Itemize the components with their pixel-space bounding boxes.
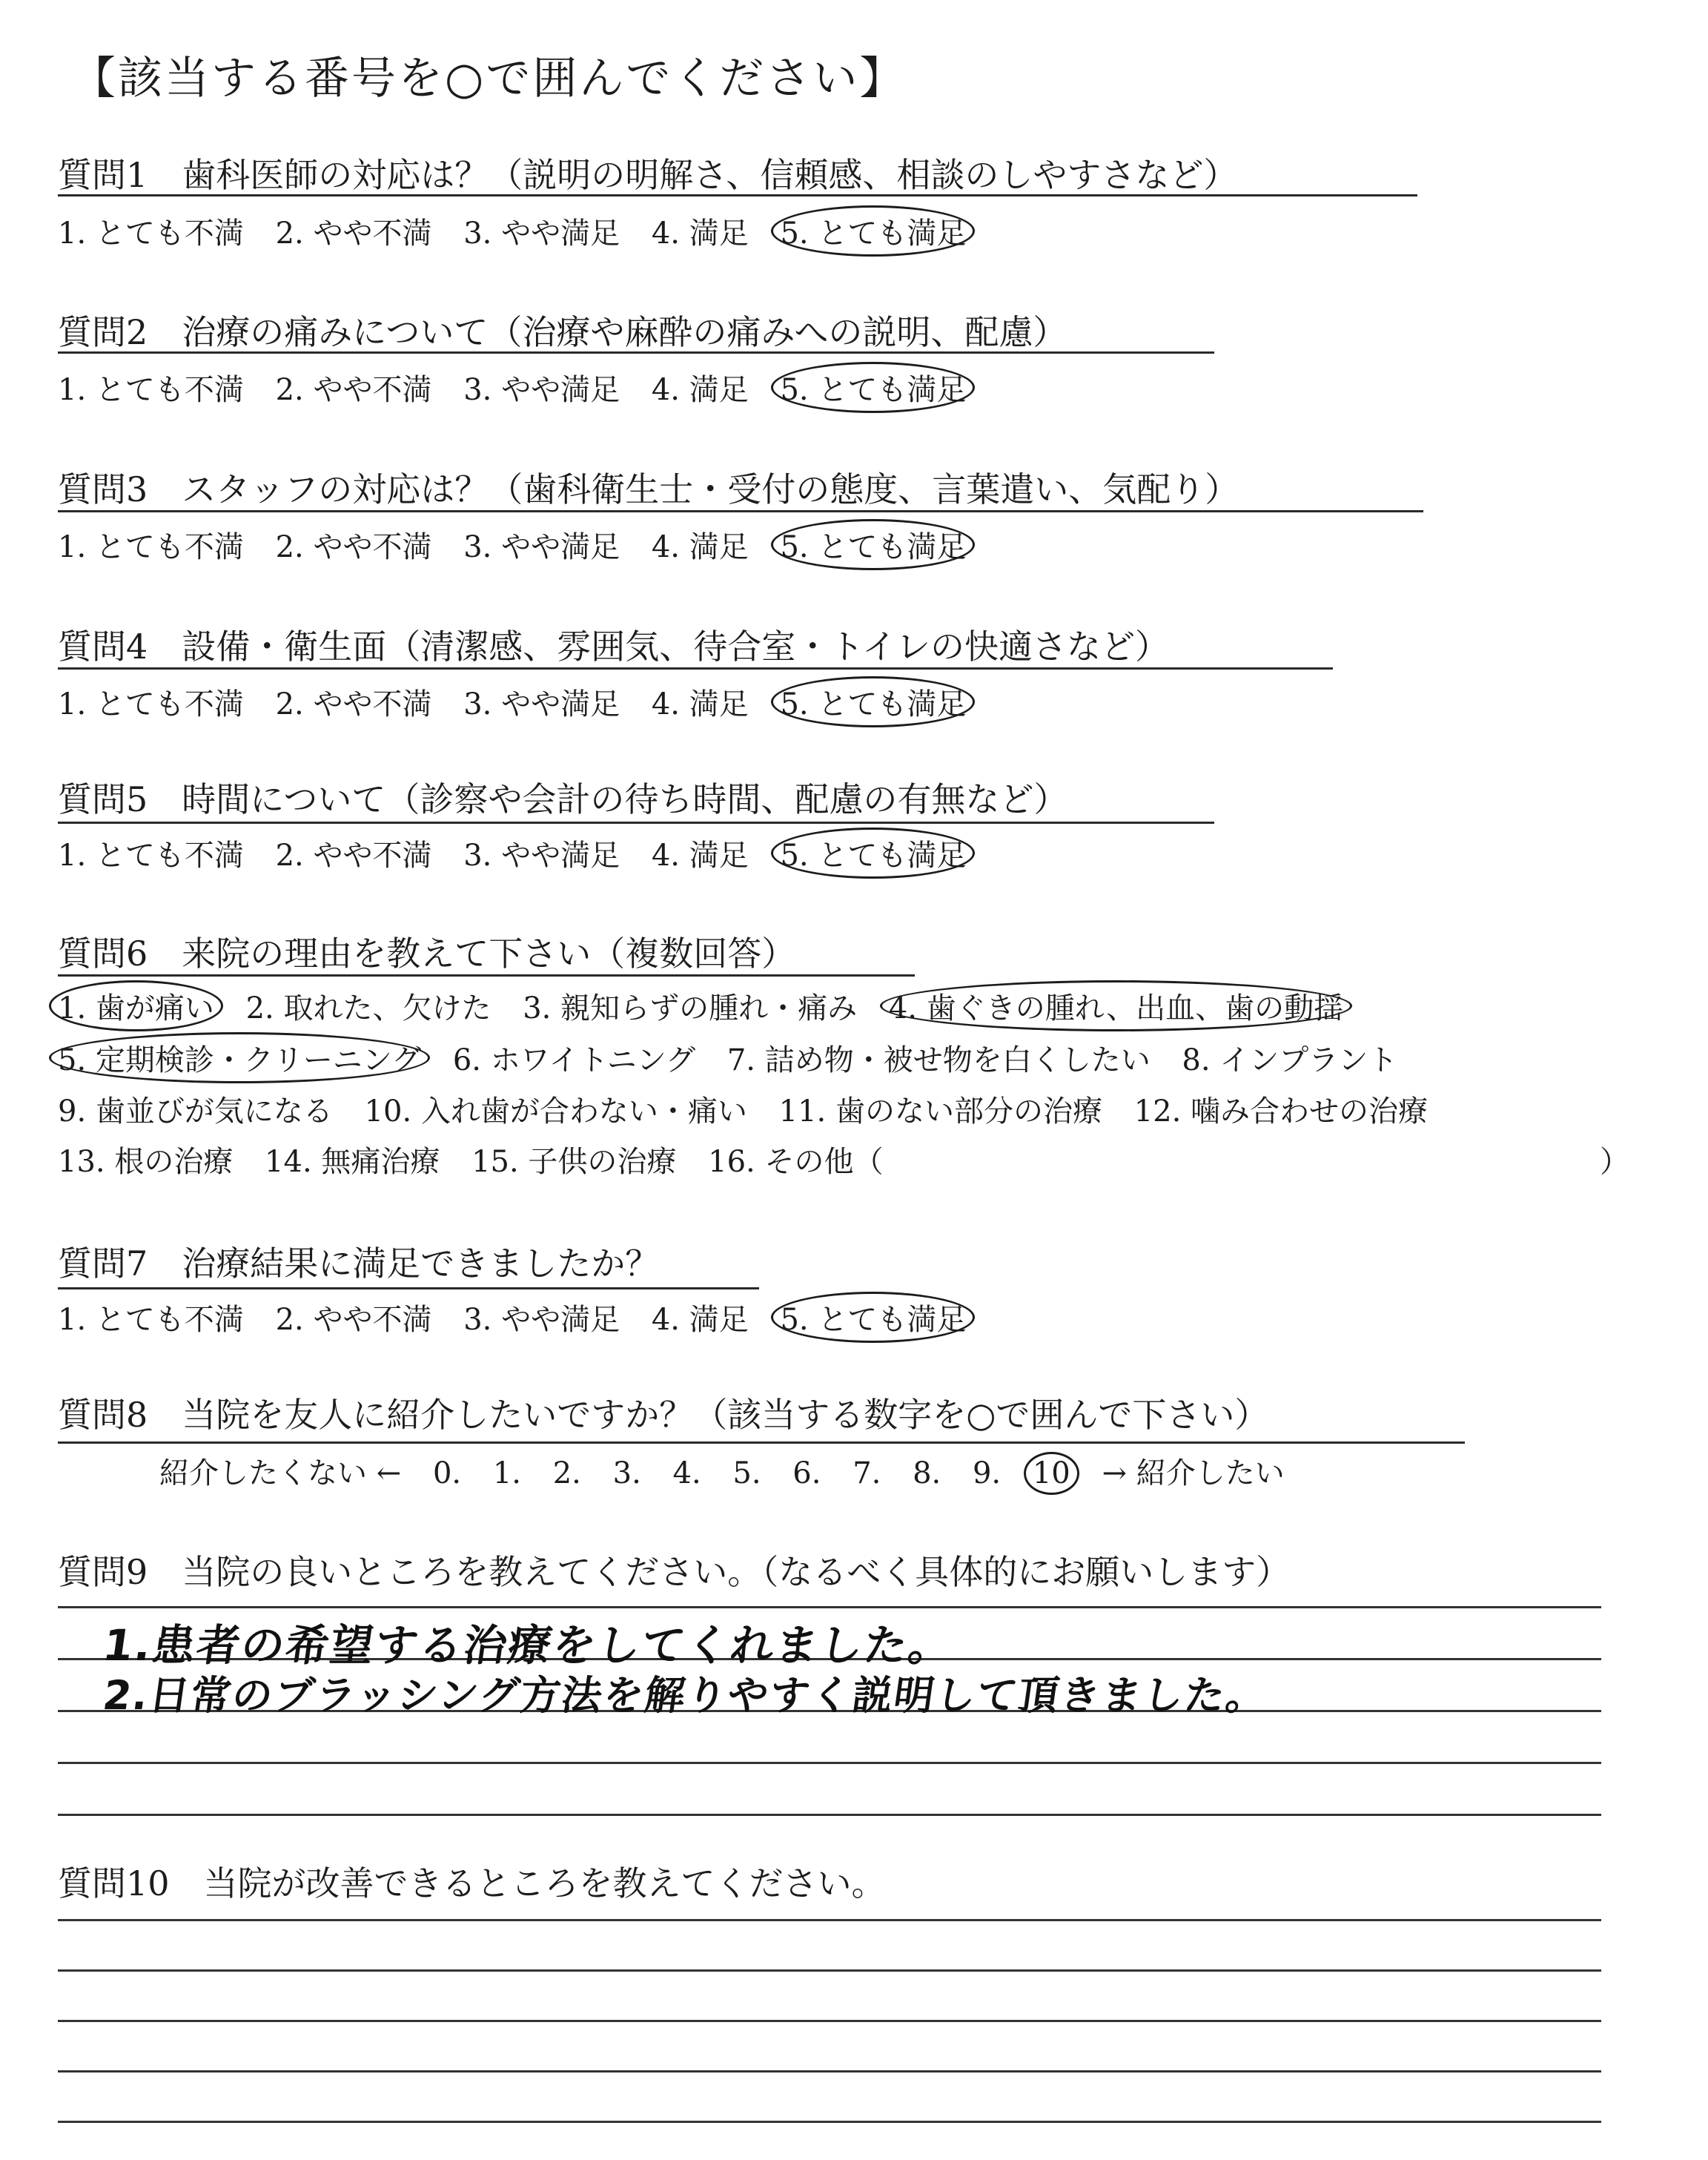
q6-row-3: [58, 1088, 1428, 1130]
question-10-title: 質問10 当院が改善できるところを教えてください。: [58, 1863, 886, 1903]
question-3-options: [58, 524, 966, 566]
q2-option-4[interactable]: 4. 満足: [651, 373, 749, 407]
form-heading: 【該当する番号を○で囲んでください】: [71, 53, 907, 105]
question-9-title: 質問9 当院の良いところを教えてください。（なるべく具体的にお願いします）: [58, 1552, 1291, 1592]
q2-option-3[interactable]: 3. やや満足: [463, 373, 620, 407]
q6-option-4-selected[interactable]: 4. 歯ぐきの腫れ、出血、歯の動揺: [889, 985, 1343, 1027]
q1-option-4[interactable]: 4. 満足: [651, 217, 749, 251]
question-4-underline: [58, 667, 1333, 670]
q1-option-3[interactable]: 3. やや満足: [463, 217, 620, 251]
q10-writing-line-3: [58, 2020, 1601, 2022]
q4-option-4[interactable]: 4. 満足: [651, 687, 749, 721]
q7-option-1[interactable]: 1. とても不満: [58, 1303, 244, 1337]
q8-option-3[interactable]: 3.: [612, 1456, 641, 1490]
q6-option-11[interactable]: 11. 歯のない部分の治療: [778, 1094, 1102, 1129]
q8-option-5[interactable]: 5.: [732, 1456, 761, 1490]
q5-option-1[interactable]: 1. とても不満: [58, 839, 244, 873]
q9-writing-line-4: [58, 1762, 1601, 1764]
q6-option-13[interactable]: 13. 根の治療: [58, 1145, 234, 1179]
question-2-title: 質問2 治療の痛みについて（治療や麻酔の痛みへの説明、配慮）: [58, 312, 1068, 352]
question-6-title: 質問6 来院の理由を教えて下さい（複数回答）: [58, 934, 796, 974]
q10-writing-line-1: [58, 1919, 1601, 1921]
q2-option-2[interactable]: 2. やや不満: [275, 373, 432, 407]
question-3-title: 質問3 スタッフの対応は？（歯科衛生士・受付の態度、言葉遣い、気配り）: [58, 469, 1239, 509]
q4-option-3[interactable]: 3. やや満足: [463, 687, 620, 721]
q9-answer-line-1[interactable]: 1.患者の希望する治療をしてくれました。: [99, 1620, 957, 1671]
q8-right-label: → 紹介したい: [1102, 1456, 1285, 1490]
q6-option-14[interactable]: 14. 無痛治療: [265, 1145, 440, 1179]
q6-option-3[interactable]: 3. 親知らずの腫れ・痛み: [523, 991, 858, 1025]
q5-option-2[interactable]: 2. やや不満: [275, 839, 432, 873]
q8-option-9[interactable]: 9.: [972, 1456, 1002, 1490]
question-7-underline: [58, 1287, 759, 1289]
q5-option-5-selected[interactable]: 5. とても満足: [780, 832, 966, 874]
question-5-title: 質問5 時間について（診察や会計の待ち時間、配慮の有無など）: [58, 779, 1068, 819]
question-4-options: [58, 681, 966, 723]
question-7-options: [58, 1296, 966, 1338]
question-8-title: 質問8 当院を友人に紹介したいですか？（該当する数字を○で囲んで下さい）: [58, 1395, 1269, 1435]
q8-left-label: 紹介したくない ←: [159, 1456, 402, 1490]
q8-scale: [159, 1450, 1285, 1492]
question-5-options: [58, 832, 966, 874]
q6-option-10[interactable]: 10. 入れ歯が合わない・痛い: [364, 1094, 747, 1129]
q7-option-3[interactable]: 3. やや満足: [463, 1303, 620, 1337]
q10-writing-line-2: [58, 1969, 1601, 1972]
q5-option-4[interactable]: 4. 満足: [651, 839, 749, 873]
q10-writing-line-4: [58, 2070, 1601, 2073]
question-2-options: [58, 366, 966, 409]
question-1-title: 質問1 歯科医師の対応は？（説明の明解さ、信頼感、相談のしやすさなど）: [58, 155, 1238, 195]
q9-writing-line-5: [58, 1814, 1601, 1816]
q5-option-3[interactable]: 3. やや満足: [463, 839, 620, 873]
question-7-title: 質問7 治療結果に満足できましたか？: [58, 1244, 660, 1284]
q6-option-9[interactable]: 9. 歯並びが気になる: [58, 1094, 333, 1129]
q6-option-8[interactable]: 8. インプラント: [1182, 1043, 1398, 1077]
q1-option-1[interactable]: 1. とても不満: [58, 217, 244, 251]
q6-option-6[interactable]: 6. ホワイトニング: [452, 1043, 696, 1077]
q1-option-5-selected[interactable]: 5. とても満足: [780, 210, 966, 252]
q9-answer-line-2[interactable]: 2.日常のブラッシング方法を解りやすく説明して頂きました。: [100, 1672, 1271, 1719]
q3-option-5-selected[interactable]: 5. とても満足: [780, 524, 966, 566]
q8-option-10-selected[interactable]: 10: [1032, 1456, 1070, 1490]
q7-option-2[interactable]: 2. やや不満: [275, 1303, 432, 1337]
q3-option-2[interactable]: 2. やや不満: [275, 530, 432, 564]
q6-option-16[interactable]: 16. その他（: [708, 1145, 884, 1179]
question-1-underline: [58, 194, 1417, 196]
question-2-underline: [58, 351, 1214, 354]
question-1-options: [58, 210, 966, 252]
question-5-underline: [58, 822, 1214, 824]
q3-option-3[interactable]: 3. やや満足: [463, 530, 620, 564]
q3-option-1[interactable]: 1. とても不満: [58, 530, 244, 564]
question-3-underline: [58, 510, 1423, 512]
question-4-title: 質問4 設備・衛生面（清潔感、雰囲気、待合室・トイレの快適さなど）: [58, 627, 1169, 667]
q6-row-1: [58, 985, 1343, 1027]
q7-option-4[interactable]: 4. 満足: [651, 1303, 749, 1337]
q6-other-close-paren: ）: [1600, 1145, 1629, 1179]
q1-option-2[interactable]: 2. やや不満: [275, 217, 432, 251]
q4-option-2[interactable]: 2. やや不満: [275, 687, 432, 721]
q4-option-1[interactable]: 1. とても不満: [58, 687, 244, 721]
q8-option-6[interactable]: 6.: [792, 1456, 821, 1490]
question-8-underline: [58, 1441, 1465, 1444]
q8-option-0[interactable]: 0.: [432, 1456, 462, 1490]
question-6-underline: [58, 974, 915, 977]
q6-option-15[interactable]: 15. 子供の治療: [471, 1145, 677, 1179]
q3-option-4[interactable]: 4. 満足: [651, 530, 749, 564]
q8-option-8[interactable]: 8.: [913, 1456, 941, 1490]
q8-option-7[interactable]: 7.: [853, 1456, 881, 1490]
q7-option-5-selected[interactable]: 5. とても満足: [780, 1296, 966, 1338]
q8-option-4[interactable]: 4.: [672, 1456, 701, 1490]
q8-option-2[interactable]: 2.: [552, 1456, 581, 1490]
q6-row-2: [58, 1037, 1397, 1079]
q2-option-1[interactable]: 1. とても不満: [58, 373, 244, 407]
q6-option-1-selected[interactable]: 1. 歯が痛い: [58, 985, 214, 1027]
q6-row-4: [58, 1138, 883, 1180]
q4-option-5-selected[interactable]: 5. とても満足: [780, 681, 966, 723]
q2-option-5-selected[interactable]: 5. とても満足: [780, 366, 966, 409]
q6-option-5-selected[interactable]: 5. 定期検診・クリーニング: [58, 1037, 421, 1079]
q9-writing-line-1: [58, 1606, 1601, 1608]
q10-writing-line-5: [58, 2121, 1601, 2123]
q6-option-7[interactable]: 7. 詰め物・被せ物を白くしたい: [726, 1043, 1151, 1077]
q6-option-2[interactable]: 2. 取れた、欠けた: [245, 991, 491, 1025]
q6-option-12[interactable]: 12. 噛み合わせの治療: [1133, 1094, 1429, 1129]
q8-option-1[interactable]: 1.: [492, 1456, 522, 1490]
